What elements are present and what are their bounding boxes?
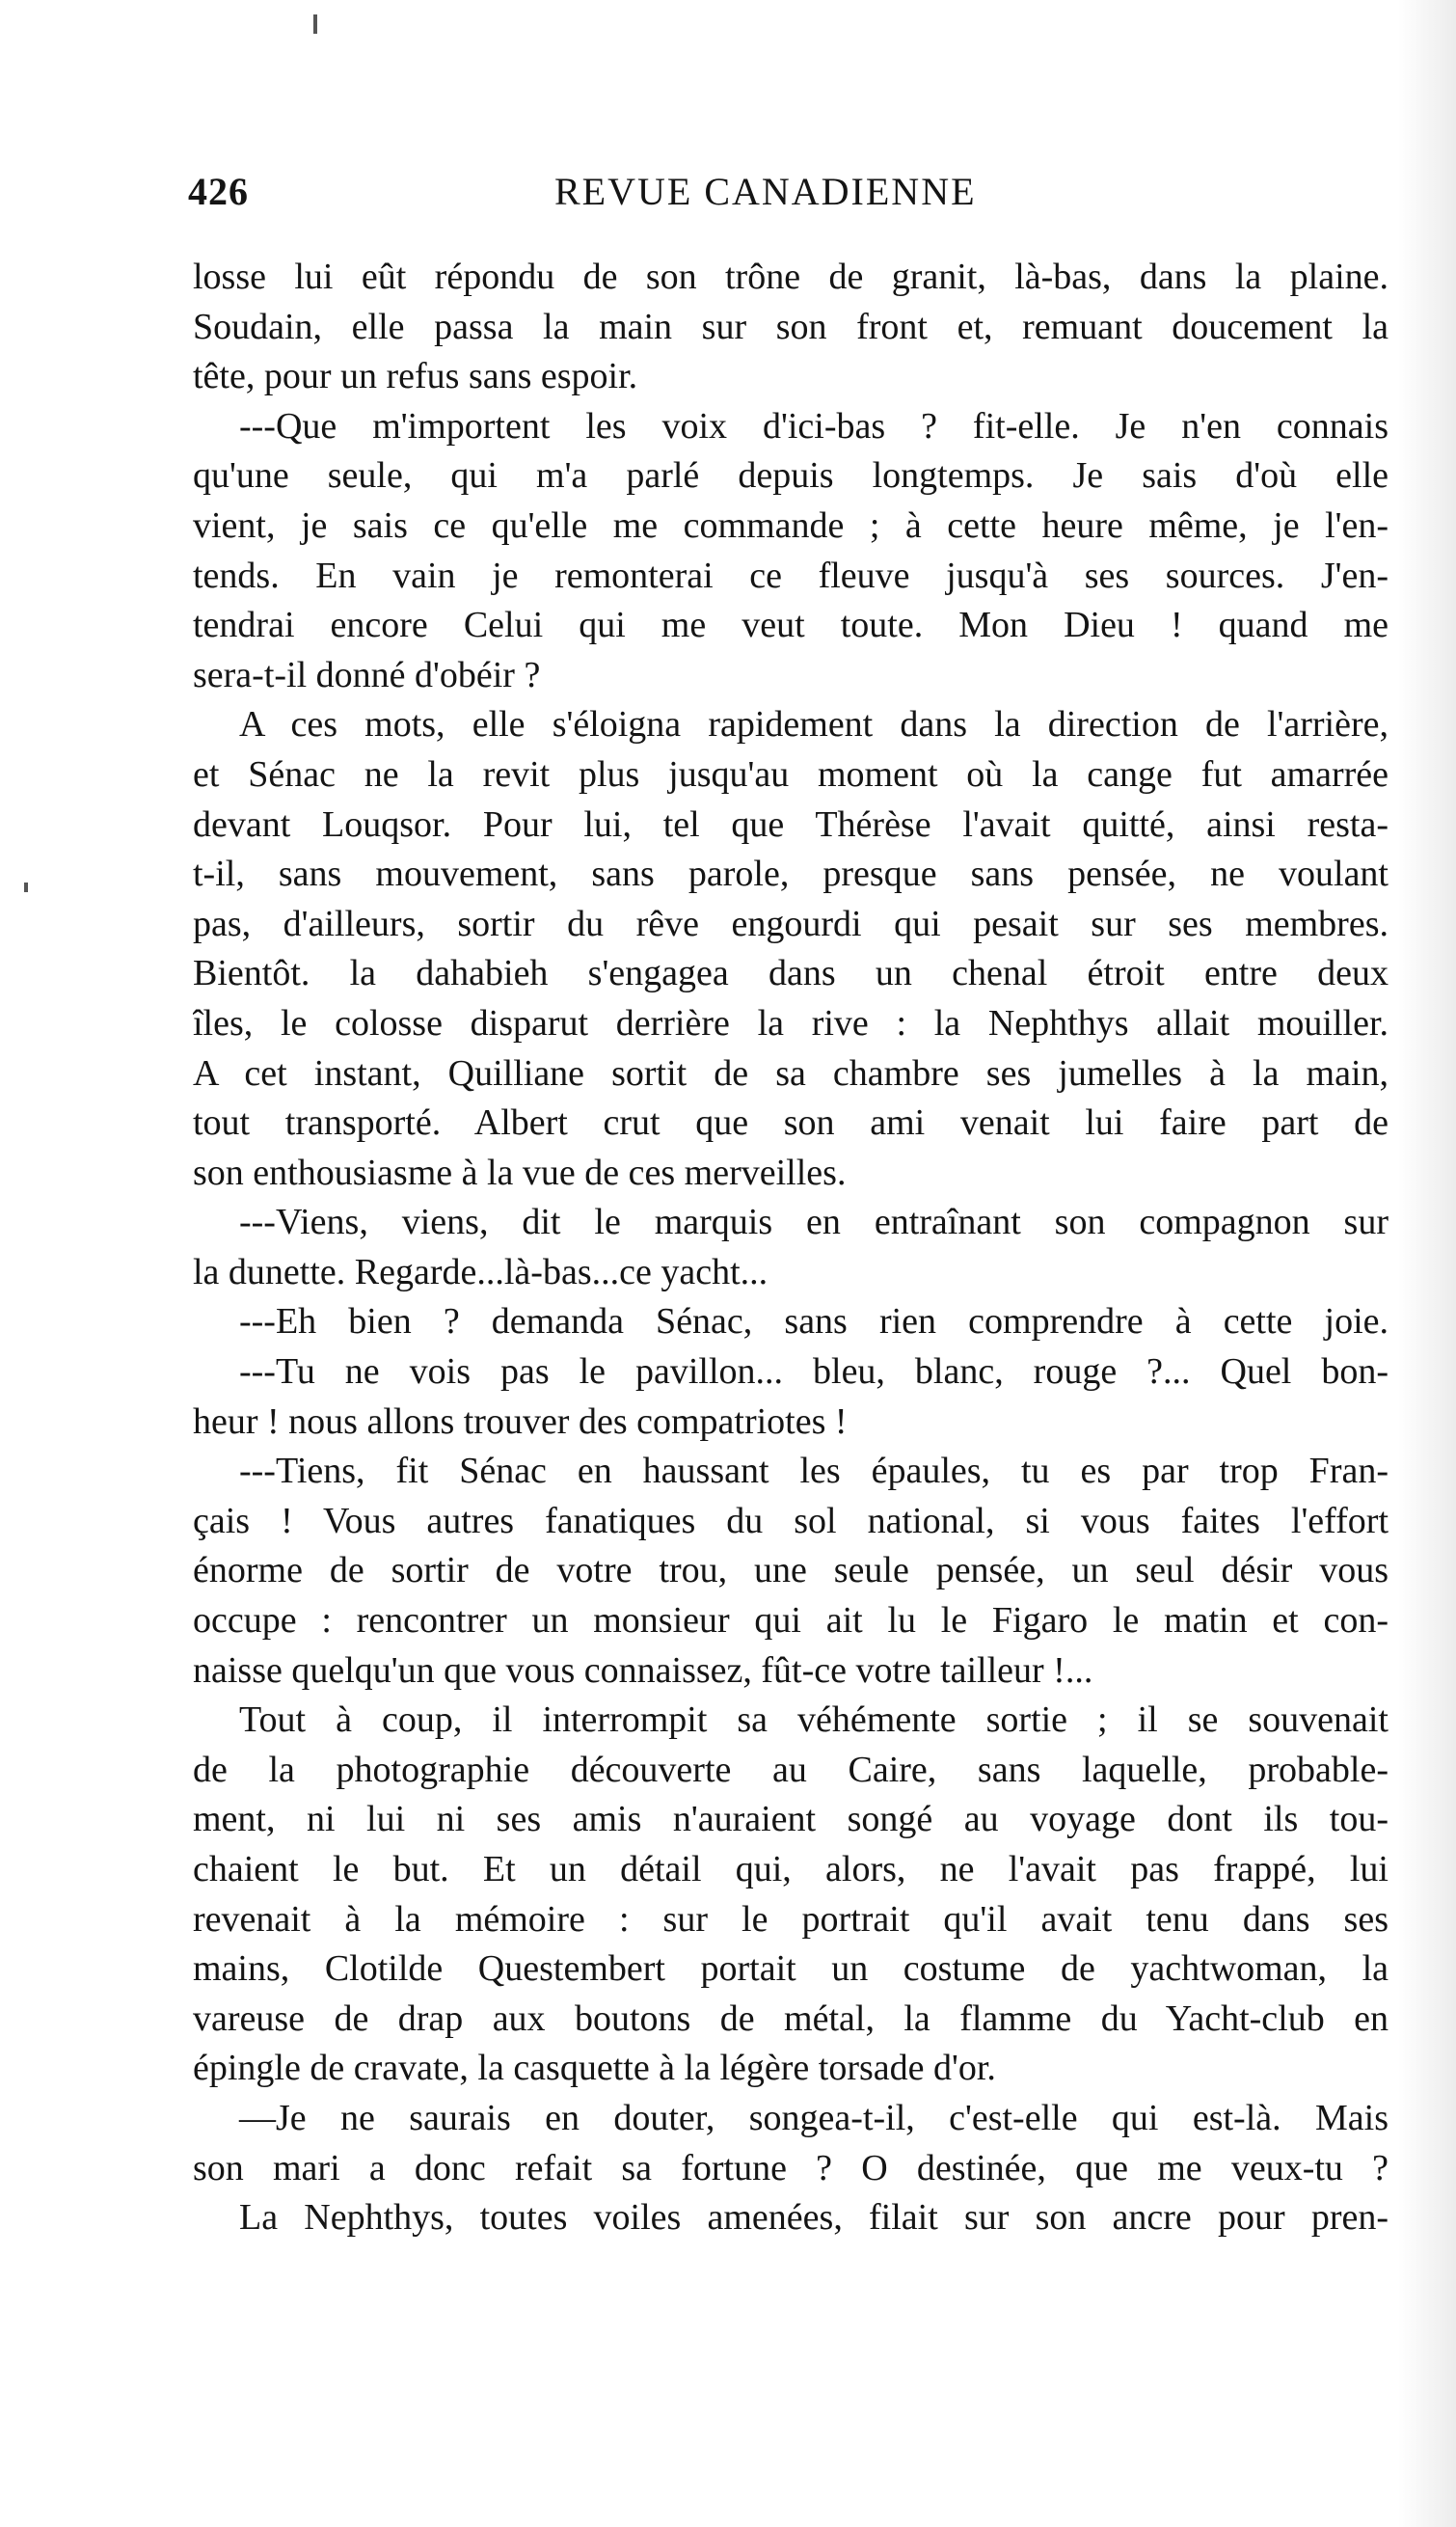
text-line: —Je ne saurais en douter, songea-t-il, c'est-elle qui est-là. Mais <box>239 2097 1389 2138</box>
text-line: la dunette. Regarde...là-bas...ce yacht... <box>193 1251 768 1292</box>
text-line: ---Viens, viens, dit le marquis en entraînant son compagnon sur <box>239 1202 1389 1243</box>
text-line: occupe : rencontrer un monsieur qui ait lu le Figaro le matin et con- <box>193 1600 1389 1642</box>
text-line: Bientôt. la dahabieh s'engagea dans un chenal étroit entre deux <box>193 953 1389 994</box>
text-line: qu'une seule, qui m'a parlé depuis longtemps. Je sais d'où elle <box>193 455 1389 497</box>
page-header <box>188 169 1027 217</box>
text-line: mains, Clotilde Questembert portait un costume de yachtwoman, la <box>193 1948 1389 1990</box>
text-line: énorme de sortir de votre trou, une seule pensée, un seul désir vous <box>193 1550 1389 1591</box>
text-line: tends. En vain je remonterai ce fleuve jusqu'à ses sources. J'en- <box>193 555 1389 596</box>
text-line: çais ! Vous autres fanatiques du sol national, si vous faites l'effort <box>193 1500 1389 1541</box>
scan-speck <box>24 883 28 892</box>
scan-speck <box>313 14 317 34</box>
text-line: A ces mots, elle s'éloigna rapidement dans la direction de l'arrière, <box>239 704 1389 746</box>
text-line: Tout à coup, il interrompit sa véhémente sortie ; il se souvenait <box>239 1699 1389 1741</box>
text-line: A cet instant, Quilliane sortit de sa chambre ses jumelles à la main, <box>193 1052 1389 1094</box>
text-line: ment, ni lui ni ses amis n'auraient songé au voyage dont ils tou- <box>193 1799 1389 1840</box>
text-line: chaient le but. Et un détail qui, alors, ne l'avait pas frappé, lui <box>193 1849 1389 1889</box>
text-line: sera-t-il donné d'obéir ? <box>193 654 541 695</box>
text-line: Soudain, elle passa la main sur son front et, remuant doucement la <box>193 306 1389 347</box>
text-line: vient, je sais ce qu'elle me commande ; à cette heure même, je l'en- <box>193 504 1389 546</box>
running-title: REVUE CANADIENNE <box>554 170 977 213</box>
text-line: pas, d'ailleurs, sortir du rêve engourdi qui pesait sur ses membres. <box>193 903 1389 944</box>
text-line: tête, pour un refus sans espoir. <box>193 356 638 397</box>
text-line: revenait à la mémoire : sur le portrait qu'il avait tenu dans ses <box>193 1898 1389 1940</box>
text-line: ---Tiens, fit Sénac en haussant les épaules, tu es par trop Fran- <box>239 1451 1389 1492</box>
text-line: ---Eh bien ? demanda Sénac, sans rien comprendre à cette joie. <box>239 1301 1389 1343</box>
text-line: ---Que m'importent les voix d'ici-bas ? fit-elle. Je n'en connais <box>239 405 1389 447</box>
text-line: naisse quelqu'un que vous connaissez, fût-ce votre tailleur !... <box>193 1649 1093 1691</box>
page-number: 426 <box>188 170 249 213</box>
scan-edge-shadow <box>1398 0 1456 2527</box>
text-line: et Sénac ne la revit plus jusqu'au moment où la cange fut amarrée <box>193 753 1389 795</box>
text-line: épingle de cravate, la casquette à la légère torsade d'or. <box>193 2048 996 2089</box>
text-line: losse lui eût répondu de son trône de granit, là-bas, dans la plaine. <box>193 257 1389 297</box>
text-line: îles, le colosse disparut derrière la rive : la Nephthys allait mouiller. <box>193 1002 1389 1044</box>
text-line: t-il, sans mouvement, sans parole, presque sans pensée, ne voulant <box>193 854 1389 895</box>
text-line: heur ! nous allons trouver des compatriotes ! <box>193 1400 848 1442</box>
text-line: de la photographie découverte au Caire, sans laquelle, probable- <box>193 1749 1389 1790</box>
text-line: tendrai encore Celui qui me veut toute. Mon Dieu ! quand me <box>193 605 1389 646</box>
text-line: La Nephthys, toutes voiles amenées, filait sur son ancre pour pren- <box>239 2197 1389 2239</box>
text-line: tout transporté. Albert crut que son ami venait lui faire part de <box>193 1102 1389 1144</box>
text-line: vareuse de drap aux boutons de métal, la flamme du Yacht-club en <box>193 1997 1389 2039</box>
text-line: devant Louqsor. Pour lui, tel que Thérèse l'avait quitté, ainsi resta- <box>193 803 1389 845</box>
text-line: son mari a donc refait sa fortune ? O destinée, que me veux-tu ? <box>193 2147 1389 2188</box>
text-line: ---Tu ne vois pas le pavillon... bleu, blanc, rouge ?... Quel bon- <box>239 1351 1389 1393</box>
body-text <box>193 253 1389 2243</box>
text-line: son enthousiasme à la vue de ces merveilles. <box>193 1152 847 1193</box>
